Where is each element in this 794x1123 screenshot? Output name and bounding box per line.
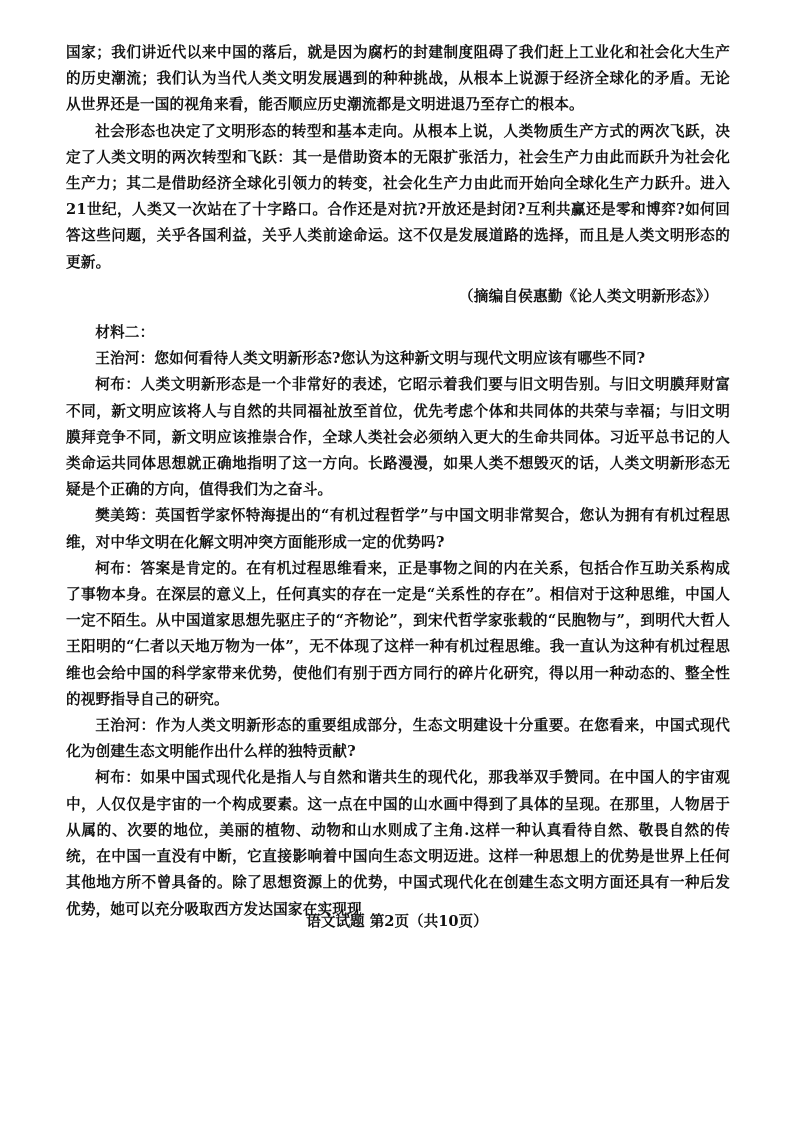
- question-wang-1: 王治河：您如何看待人类文明新形态?您认为这种新文明与现代文明应该有哪些不同?: [95, 350, 646, 368]
- answer-cobb-2: 柯布：答案是肯定的。在有机过程思维看来，正是事物之间的内在关系，包括合作互助关系构成了事物本身。在深层的意义上，任何真实的存在一定是“关系性的存在”。相信对于这种思维，中国人一定不陌生。从中国道家思想先驱庄子的“齐物论”，到宋代哲学家张载的“民胞物与”，到明代大哲人王阳明的“仁者以天地万物为一体”，无不体现了这样一种有机过程思维。我一直认为这种有机过程思维也会给中国的科学家带来优势，使他们有别于西方同行的碎片化研究，得以用一种动态的、整全性的视野指导自己的研究。: [66, 559, 730, 708]
- answer-cobb-1: 柯布：人类文明新形态是一个非常好的表述，它昭示着我们要与旧文明告别。与旧文明膜拜财富不同，新文明应该将人与自然的共同福祉放至首位，优先考虑个体和共同体的共荣与幸福；与旧文明膜拜竞争不同，新文明应该推崇合作，全球人类社会必须纳入更大的生命共同体。习近平总书记的人类命运共同体思想就正确地指明了这一方向。长路漫漫，如果人类不想毁灭的话，人类文明新形态无疑是个正确的方向，值得我们为之奋斗。: [66, 376, 730, 499]
- question-wang-2: 王治河：作为人类文明新形态的重要组成部分，生态文明建设十分重要。在您看来，中国式现代化为创建生态文明能作出什么样的独特贡献?: [66, 717, 730, 761]
- paragraph-continuation: 国家；我们讲近代以来中国的落后，就是因为腐朽的封建制度阻碍了我们赶上工业化和社会化大生产的历史潮流；我们认为当代人类文明发展遇到的种种挑战，从根本上说源于经济全球化的矛盾。无论从世界还是一国的视角来看，能否顺应历史潮流都是文明进退乃至存亡的根本。: [66, 44, 730, 114]
- paragraph-social-form: 社会形态也决定了文明形态的转型和基本走向。从根本上说，人类物质生产方式的两次飞跃，决定了人类文明的两次转型和飞跃：其一是借助资本的无限扩张活力，社会生产力由此而跃升为社会化生产力；其二是借助经济全球化引领力的转变，社会化生产力由此而开始向全球化生产力跃升。进入21世纪，人类又一次站在了十字路口。合作还是对抗?开放还是封闭?互利共赢还是零和博弈?如何回答这些问题，关乎各国利益，关乎人类前途命运。这不仅是发展道路的选择，而且是人类文明形态的更新。: [66, 122, 730, 271]
- source-citation: （摘编自侯惠勤《论人类文明新形态》）: [459, 287, 718, 305]
- page-footer: 语文试题 第2页（共10页）: [306, 913, 488, 930]
- question-fan: 樊美筠：英国哲学家怀特海提出的“有机过程哲学”与中国文明非常契合，您认为拥有有机过程思维，对中华文明在化解文明冲突方面能形成一定的优势吗?: [66, 507, 730, 551]
- answer-cobb-3: 柯布：如果中国式现代化是指人与自然和谐共生的现代化，那我举双手赞同。在中国人的宇宙观中，人仅仅是宇宙的一个构成要素。这一点在中国的山水画中得到了具体的呈现。在那里，人物居于从属的、次要的地位，美丽的植物、动物和山水则成了主角.这样一种认真看待自然、敬畏自然的传统，在中国一直没有中断，它直接影响着中国向生态文明迈进。这样一种思想上的优势是世界上任何其他地方所不曾具备的。除了思想资源上的优势，中国式现代化在创建生态文明方面还具有一种后发优势，她可以充分吸取西方发达国家在实现现: [66, 769, 730, 918]
- material-two-heading: 材料二：: [95, 324, 155, 342]
- article-body: [66, 40, 730, 923]
